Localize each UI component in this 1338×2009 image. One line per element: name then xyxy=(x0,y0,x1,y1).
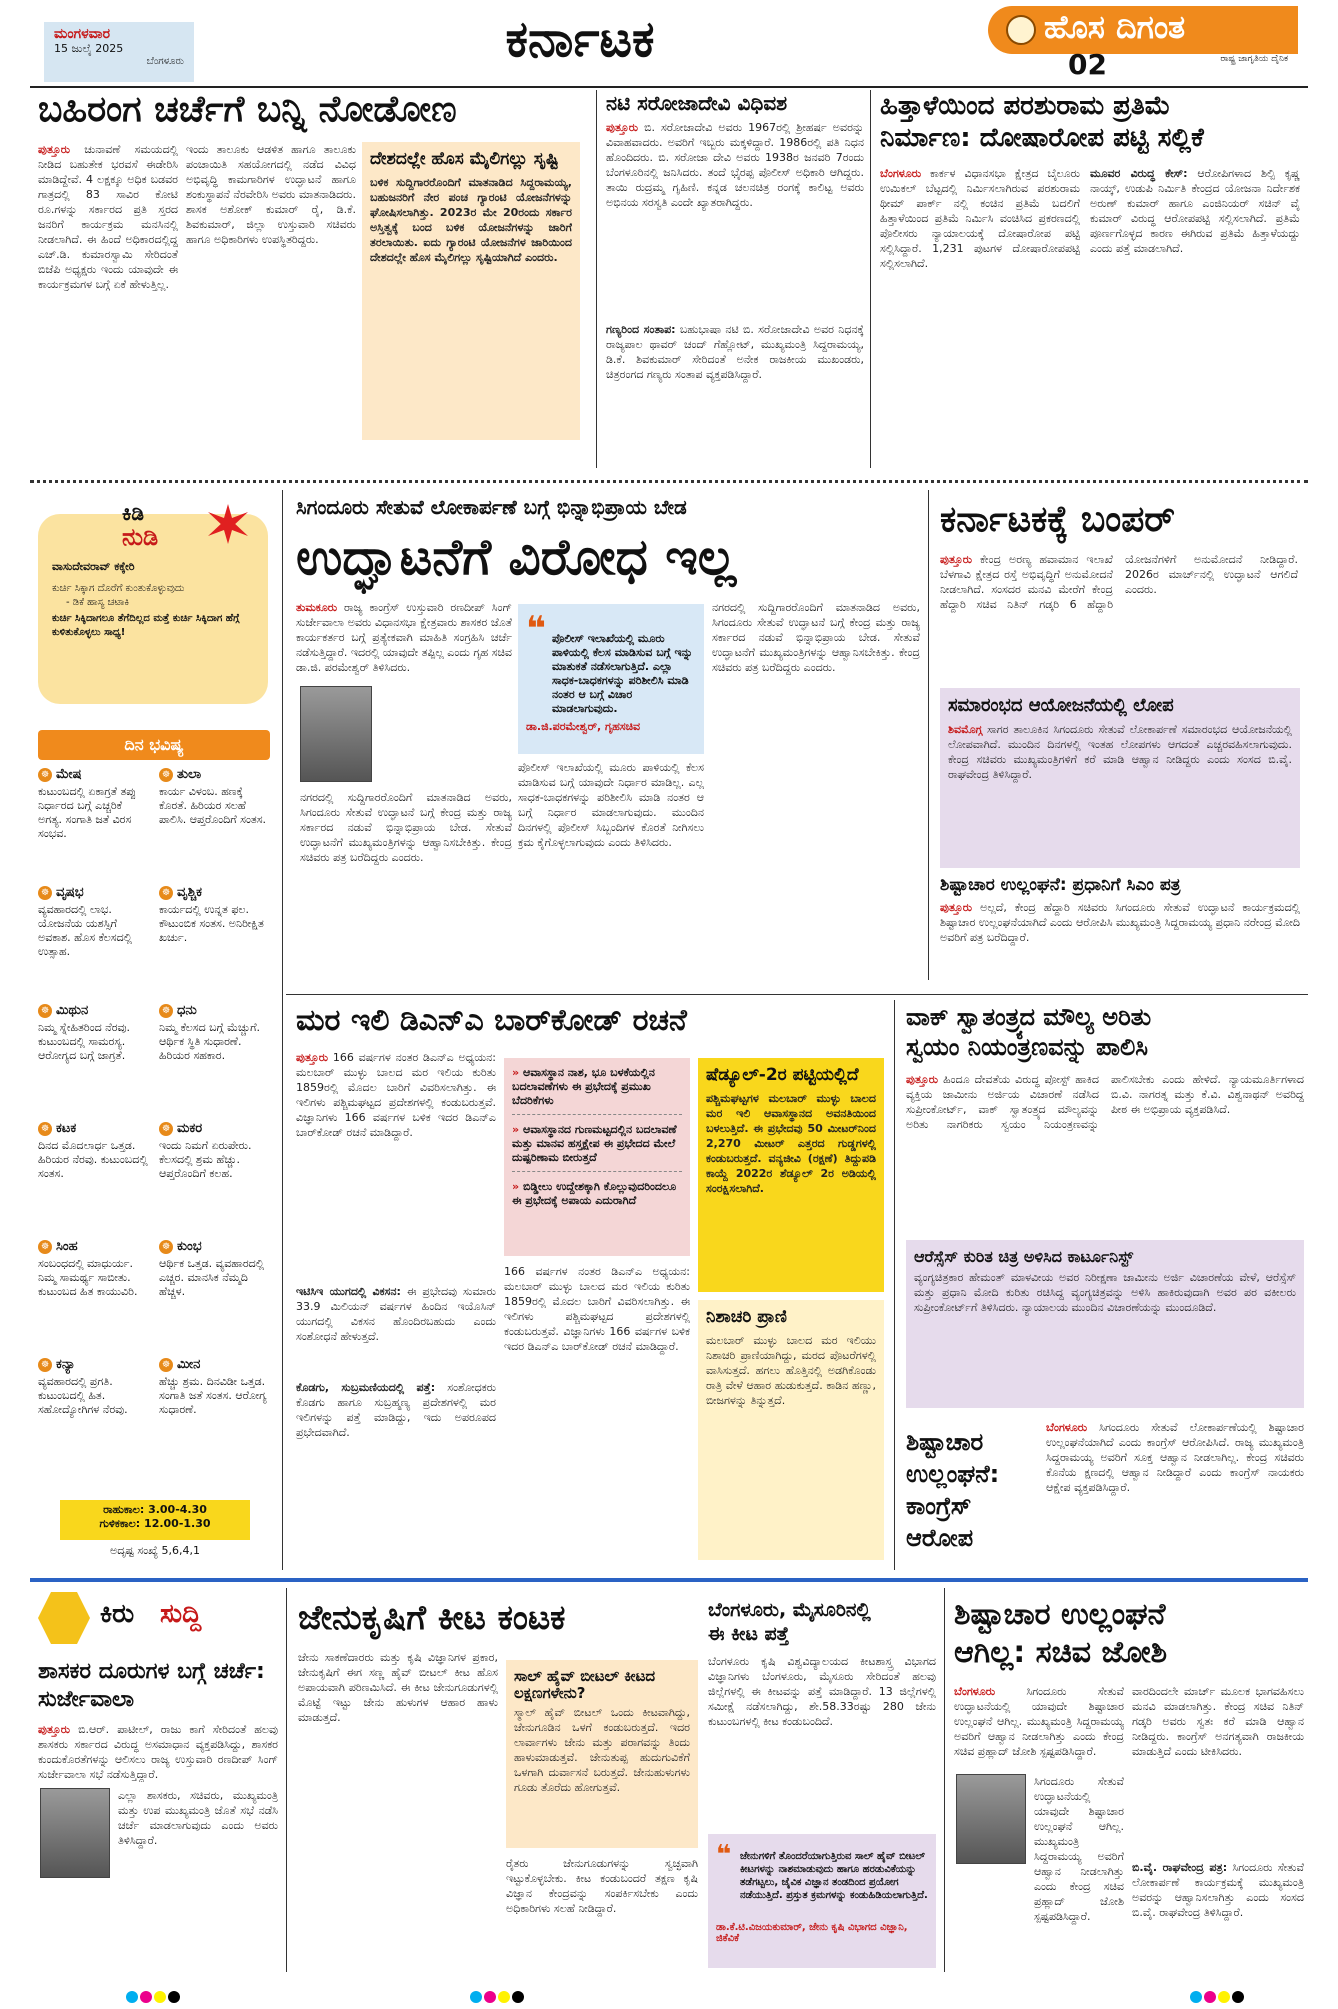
s2-body: ಪುತ್ತೂರು ಬಿ. ಸರೋಜಾದೇವಿ ಅವರು 1967ರಲ್ಲಿ ಶ್ರೀಹರ್ಷ ಅವರನ್ನು ವಿವಾಹವಾದರು. ಅವರಿಗೆ ಇಬ್ಬರು ಮಕ್ಕಳಿದ್ದಾರೆ. 1986ರಲ್ಲಿ ಪತಿ ನಿಧನ ಹೊಂದಿದರು. ಬಿ. ಸರೋಜಾ ದೇವಿ ಅವರು 1938ರ ಜನವರಿ 7ರಂದು ಬೆಂಗಳೂರಿನಲ್ಲಿ ಜನಿಸಿದರು. ತಂದೆ ಭೈರಪ್ಪ ಪೊಲೀಸ್ ಅಧಿಕಾರಿ ಆಗಿದ್ದರು. ತಾಯಿ ರುದ್ರಮ್ಮ ಗೃಹಿಣಿ. ಕನ್ನಡ ಚಲನಚಿತ್ರ ರಂಗಕ್ಕೆ ಕಾಲಿಟ್ಟ ಅವರು ಅಭಿನಯ ಸರಸ್ವತಿ ಎಂದೇ ಖ್ಯಾತರಾಗಿದ್ದರು. xyxy=(606,121,864,209)
s6-body-b: ಇಟಿಸಿಇ ಯುಗದಲ್ಲಿ ವಿಕಸನ: ಈ ಪ್ರಭೇದವು ಸುಮಾರು 33.9 ಮಿಲಿಯನ್ ವರ್ಷಗಳ ಹಿಂದಿನ ಇಯೊಸಿನ್ ಯುಗದಲ್ಲಿ ವಿಕಸನ ಹೊಂದಿರಬಹುದು ಎಂದು ಸಂಶೋಧನೆ ಹೇಳುತ್ತದೆ. xyxy=(296,1285,496,1343)
s6-night-body: ಮಲಬಾರ್ ಮುಳ್ಳು ಬಾಲದ ಮರ ಇಲಿಯು ನಿಶಾಚರಿ ಪ್ರಾಣಿಯಾಗಿದ್ದು, ಮರದ ಪೊಟರೆಗಳಲ್ಲಿ ವಾಸಿಸುತ್ತದೆ. ಹಗಲು ಹೊತ್ತಿನಲ್ಲಿ ಅಡಗಿಕೊಂಡು ರಾತ್ರಿ ವೇಳೆ ಆಹಾರ ಹುಡುಕುತ್ತದೆ. ಕಾಡಿನ ಹಣ್ಣು, ಬೀಜಗಳನ್ನು ತಿನ್ನುತ್ತದೆ. xyxy=(706,1333,876,1407)
zodiac-sign xyxy=(38,1122,149,1240)
row-divider-1 xyxy=(30,480,1308,483)
s7-place: ಪುತ್ತೂರು xyxy=(906,1073,939,1086)
zodiac-sign-name: ವೃಷಭ xyxy=(56,885,84,900)
kiru-place: ಪುತ್ತೂರು xyxy=(38,1723,71,1736)
zodiac-sign xyxy=(159,1240,270,1358)
kiru-body-a: ಪುತ್ತೂರು ಬಿ.ಆರ್. ಪಾಟೀಲ್, ರಾಜು ಕಾಗೆ ಸೇರಿದಂತೆ ಹಲವು ಶಾಸಕರು ಸರ್ಕಾರದ ವಿರುದ್ಧ ಅಸಮಾಧಾನ ವ್ಯಕ್ತಪಡಿಸಿದ್ದು, ಶಾಸಕರ ಕುಂದುಕೊರತೆಗಳನ್ನು ಆಲಿಸಲು ರಾಜ್ಯ ಉಸ್ತುವಾರಿ ರಣದೀಪ್ ಸಿಂಗ್ ಸುರ್ಜೇವಾಲಾ ಸಭೆ ನಡೆಸುತ್ತಿದ್ದಾರೆ. xyxy=(38,1723,278,1781)
zodiac-symbol-icon: ☸ xyxy=(159,768,173,782)
s4-headline: ಉದ್ಘಾಟನೆಗೆ ವಿರೋಧ ಇಲ್ಲ xyxy=(296,528,737,586)
s3-body-a: ಬೆಂಗಳೂರು ಕಾರ್ಕಳ ವಿಧಾನಸಭಾ ಕ್ಷೇತ್ರದ ಬೈಲೂರು ಉಮಿಕಲ್ ಬೆಟ್ಟದಲ್ಲಿ ನಿರ್ಮಿಸಲಾಗಿರುವ ಪರಶುರಾಮ ಥೀಮ್ ಪಾರ್ಕ್ ನಲ್ಲಿ ಕಂಚಿನ ಪ್ರತಿಮೆ ಬದಲಿಗೆ ಹಿತ್ತಾಳೆಯಿಂದ ಪ್ರತಿಮೆ ನಿರ್ಮಿಸಿ ವಂಚಿಸಿದ ಪ್ರಕರಣದಲ್ಲಿ ಪೊಲೀಸರು ನ್ಯಾಯಾಲಯಕ್ಕೆ ದೋಷಾರೋಪ ಪಟ್ಟಿ ಸಲ್ಲಿಸಿದ್ದಾರೆ. 1,231 ಪುಟಗಳ ದೋಷಾರೋಪಪಟ್ಟಿ ಸಲ್ಲಿಸಲಾಗಿದೆ. xyxy=(880,167,1080,270)
col-rule-1 xyxy=(596,90,597,468)
s1-headline: ಬಹಿರಂಗ ಚರ್ಚೆಗೆ ಬನ್ನಿ ನೋಡೋಣ xyxy=(38,89,457,130)
s5-box xyxy=(940,688,1300,868)
zodiac-sign-header xyxy=(159,768,270,782)
zodiac-symbol-icon: ☸ xyxy=(159,1004,173,1018)
s10-headline-1: ಬೆಂಗಳೂರು, ಮೈಸೂರಿನಲ್ಲಿ xyxy=(708,1599,871,1621)
zodiac-sign-name: ಸಿಂಹ xyxy=(56,1239,78,1254)
zodiac-sign-header xyxy=(159,1004,270,1018)
brand-name: ಹೊಸ ದಿಗಂತ xyxy=(1044,8,1186,46)
s9-box-body: ಸ್ಮಾಲ್ ಹೈವ್ ಬೀಟಲ್ ಒಂದು ಕೀಟವಾಗಿದ್ದು, ಜೇನುಗೂಡಿನ ಒಳಗೆ ಕಂಡುಬರುತ್ತದೆ. ಇದರ ಲಾರ್ವಾಗಳು ಜೇನು ಮತ್ತು ಪರಾಗವನ್ನು ತಿಂದು ಹಾಳುಮಾಡುತ್ತವೆ. ಜೇನುತುಪ್ಪ ಹುದುಗುವಿಕೆಗೆ ಒಳಗಾಗಿ ದುರ್ವಾಸನೆ ಬರುತ್ತದೆ. ಜೇನುಹುಳುಗಳು ಗೂಡು ತೊರೆದು ಹೋಗುತ್ತವೆ. xyxy=(514,1706,690,1794)
zodiac-sign-text: ವ್ಯವಹಾರದಲ್ಲಿ ಲಾಭ. ಯೋಜನೆಯ ಯಶಸ್ಸಿಗೆ ಅವಕಾಶ. ಹೊಸ ಕೆಲಸದಲ್ಲಿ ಉತ್ಸಾಹ. xyxy=(38,903,133,958)
zodiac-symbol-icon: ☸ xyxy=(38,1240,52,1254)
s3-headline-1: ಹಿತ್ತಾಳೆಯಿಂದ ಪರಶುರಾಮ ಪ್ರತಿಮೆ xyxy=(880,91,1171,121)
zodiac-sign-name: ಮಕರ xyxy=(177,1121,203,1136)
s1-box-body: ಬಳಿಕ ಸುದ್ದಿಗಾರರೊಂದಿಗೆ ಮಾತನಾಡಿದ ಸಿದ್ದರಾಮಯ್ಯ, ಬಹುಜನರಿಗೆ ನೇರ ಪಂಚ ಗ್ಯಾರಂಟಿ ಯೋಜನೆಗಳನ್ನು ಘೋಷಿಸಲಾಗಿತ್ತು. 2023ರ ಮೇ 20ರಂದು ಸರ್ಕಾರ ಅಸ್ತಿತ್ವಕ್ಕೆ ಬಂದ ಬಳಿಕ ಯೋಜನೆಗಳನ್ನು ಜಾರಿಗೆ ತರಲಾಯಿತು. ಐದು ಗ್ಯಾರಂಟಿ ಯೋಜನೆಗಳ ಜಾರಿಯಿಂದ ದೇಶದಲ್ಲೇ ಹೊಸ ಮೈಲಿಗಲ್ಲು ಸೃಷ್ಟಿಯಾಗಿದೆ ಎಂದರು. xyxy=(370,175,572,264)
rahu-kala: ರಾಹುಕಾಲ: 3.00-4.30 xyxy=(103,1503,207,1516)
s7-body: ಪುತ್ತೂರು ಹಿಂದೂ ದೇವತೆಯ ವಿರುದ್ಧ ಪೋಸ್ಟ್ ಹಾಕಿದ ವ್ಯಕ್ತಿಯ ಜಾಮೀನು ಅರ್ಜಿಯ ವಿಚಾರಣೆ ನಡೆಸಿದ ಸುಪ್ರೀಂಕೋರ್ಟ್, ವಾಕ್ ಸ್ವಾತಂತ್ರ್ಯದ ಮೌಲ್ಯವನ್ನು ಅರಿತು ನಾಗರಿಕರು ಸ್ವಯಂ ನಿಯಂತ್ರಣವನ್ನು ಪಾಲಿಸಬೇಕು ಎಂದು ಹೇಳಿದೆ. ನ್ಯಾಯಮೂರ್ತಿಗಳಾದ ಬಿ.ವಿ. ನಾಗರತ್ನ ಮತ್ತು ಕೆ.ವಿ. ವಿಶ್ವನಾಥನ್ ಅವರಿದ್ದ ಪೀಠ ಈ ಅಭಿಪ್ರಾಯ ವ್ಯಕ್ತಪಡಿಸಿದೆ. xyxy=(906,1073,1304,1131)
s9-box xyxy=(506,1660,698,1848)
kiru-photo-surjewala xyxy=(40,1788,110,1878)
zodiac-symbol-icon: ☸ xyxy=(159,1240,173,1254)
s5-box-body: ಶಿವಮೊಗ್ಗ ಸಾಗರ ತಾಲೂಕಿನ ಸಿಗಂದೂರು ಸೇತುವೆ ಲೋಕಾರ್ಪಣೆ ಸಮಾರಂಭದ ಆಯೋಜನೆಯಲ್ಲಿ ಲೋಪವಾಗಿದೆ. ಮುಂದಿನ ದಿನಗಳಲ್ಲಿ ಇಂತಹ ಲೋಪಗಳು ಆಗದಂತೆ ಎಚ್ಚರವಹಿಸಲಾಗುವುದು. ಕೇಂದ್ರ ಸಚಿವರು ಮುಖ್ಯಮಂತ್ರಿಗಳಿಗೆ ಕರೆ ಮಾಡಿ ಆಹ್ವಾನ ನೀಡಿದ್ದರು ಎಂದು ಸಂಸದ ಬಿ.ವೈ. ರಾಘವೇಂದ್ರ ತಿಳಿಸಿದ್ದಾರೆ. xyxy=(948,722,1292,781)
s6-yellow-body: ಪಶ್ಚಿಮಘಟ್ಟಗಳ ಮಲಬಾರ್ ಮುಳ್ಳು ಬಾಲದ ಮರ ಇಲಿ ಆವಾಸಸ್ಥಾನದ ಅವನತಿಯಿಂದ ಬಳಲುತ್ತಿದೆ. ಈ ಪ್ರಭೇದವು 50 ಮೀಟರ್‌ನಿಂದ 2,270 ಮೀಟರ್ ಎತ್ತರದ ಗುಡ್ಡಗಳಲ್ಲಿ ಕಂಡುಬರುತ್ತದೆ. ವನ್ಯಜೀವಿ (ರಕ್ಷಣೆ) ತಿದ್ದುಪಡಿ ಕಾಯ್ದೆ 2022ರ ಶೆಡ್ಯೂಲ್ 2ರ ಅಡಿಯಲ್ಲಿ ಸಂರಕ್ಷಿಸಲಾಗಿದೆ. xyxy=(706,1091,876,1195)
s4-quote-by: ಡಾ.ಜಿ.ಪರಮೇಶ್ವರ್, ಗೃಹಸಚಿವ xyxy=(526,720,641,733)
zodiac-sign xyxy=(38,1240,149,1358)
zodiac-sign-header xyxy=(38,1122,149,1136)
zodiac-sign-name: ಮೀನ xyxy=(177,1357,201,1372)
page-number: 02 xyxy=(1068,48,1107,81)
s5-headline: ಕರ್ನಾಟಕಕ್ಕೆ ಬಂಪರ್ xyxy=(940,499,1175,540)
zodiac-sign-text: ಸಂಬಂಧದಲ್ಲಿ ಮಾಧುರ್ಯ. ನಿಮ್ಮ ಸಾಮರ್ಥ್ಯ ಸಾಬೀತು. ಕುಟುಂಬದ ಹಿತ ಕಾಯುವಿರಿ. xyxy=(38,1257,138,1298)
s7-box xyxy=(906,1240,1304,1408)
zodiac-symbol-icon: ☸ xyxy=(159,1122,173,1136)
zodiac-sign-name: ವೃಶ್ಚಿಕ xyxy=(177,885,202,900)
quote-icon: ❝ xyxy=(526,609,546,649)
s11-body-a: ಬೆಂಗಳೂರು ಸಿಗಂದೂರು ಸೇತುವೆ ಉದ್ಘಾಟನೆಯಲ್ಲಿ ಯಾವುದೇ ಶಿಷ್ಟಾಚಾರ ಉಲ್ಲಂಘನೆ ಆಗಿಲ್ಲ. ಮುಖ್ಯಮಂತ್ರಿ ಸಿದ್ದರಾಮಯ್ಯ ಅವರಿಗೆ ಆಹ್ವಾನ ನೀಡಲಾಗಿತ್ತು ಎಂದು ಕೇಂದ್ರ ಸಚಿವ ಪ್ರಹ್ಲಾದ್ ಜೋಶಿ ಸ್ಪಷ್ಟಪಡಿಸಿದ್ದಾರೆ. xyxy=(954,1685,1124,1758)
zodiac-sign-header xyxy=(38,1358,149,1372)
zodiac-sign-text: ವ್ಯವಹಾರದಲ್ಲಿ ಪ್ರಗತಿ. ಕುಟುಂಬದಲ್ಲಿ ಹಿತ. ಸಹೋದ್ಯೋಗಿಗಳ ನೆರವು. xyxy=(38,1375,128,1416)
s10-body: ಬೆಂಗಳೂರು ಕೃಷಿ ವಿಶ್ವವಿದ್ಯಾಲಯದ ಕೀಟಶಾಸ್ತ್ರ ವಿಭಾಗದ ವಿಜ್ಞಾನಿಗಳು ಬೆಂಗಳೂರು, ಮೈಸೂರು ಸೇರಿದಂತೆ ಹಲವು ಜಿಲ್ಲೆಗಳಲ್ಲಿ ಈ ಕೀಟವನ್ನು ಪತ್ತೆ ಮಾಡಿದ್ದಾರೆ. 13 ಜಿಲ್ಲೆಗಳಲ್ಲಿ ಸಮೀಕ್ಷೆ ನಡೆಸಲಾಗಿದ್ದು, ಶೇ.58.33ರಷ್ಟು 280 ಜೇನು ಕುಟುಂಬಗಳಲ್ಲಿ ಕೀಟ ಕಂಡುಬಂದಿದೆ. xyxy=(708,1655,936,1728)
zodiac-sign-name: ಕಟಕ xyxy=(56,1121,77,1136)
zodiac-sign-text: ಕುಟುಂಬದಲ್ಲಿ ಏಕಾಗ್ರತೆ ತಪ್ಪು ನಿರ್ಧಾರದ ಬಗ್ಗೆ ಎಚ್ಚರಿಕೆ ಅಗತ್ಯ. ಸಂಗಾತಿ ಜತೆ ವಿರಸ ಸಂಭವ. xyxy=(38,785,137,840)
s10-box xyxy=(708,1834,936,1968)
registration-marks-center xyxy=(470,1988,540,2002)
s9-box-title: ಸಾಲ್ ಹೈವ್ ಬೀಟಲ್ ಕೀಟದ ಲಕ್ಷಣಗಳೇನು? xyxy=(514,1667,656,1702)
kidi-nudi-box xyxy=(38,501,268,704)
kidi-line-2: - ಡಿಕೆ ಹಾಸ್ಯ ಚಟಾಕಿ xyxy=(66,597,130,608)
s6-threats-box xyxy=(504,1058,690,1256)
s6-place: ಪುತ್ತೂರು xyxy=(296,1051,329,1064)
zodiac-sign xyxy=(38,1004,149,1122)
zodiac-sign-name: ಕುಂಭ xyxy=(177,1239,202,1254)
s7-headline-2: ಸ್ವಯಂ ನಿಯಂತ್ರಣವನ್ನು ಪಾಲಿಸಿ xyxy=(906,1033,1149,1061)
kidi-title: ನುಡಿ xyxy=(122,523,159,551)
lucky-number: ಅದೃಷ್ಟ ಸಂಖ್ಯೆ 5,6,4,1 xyxy=(109,1544,201,1557)
zodiac-sign xyxy=(159,1358,270,1476)
masthead-left xyxy=(44,22,194,82)
bottom-rule-blue xyxy=(30,1578,1308,1582)
zodiac-sign-header xyxy=(159,1358,270,1372)
s2-sub-title: ಗಣ್ಯರಿಂದ ಸಂತಾಪ: xyxy=(606,323,676,336)
zodiac-sign-header xyxy=(38,886,149,900)
zodiac-sign-text: ನಿಮ್ಮ ಕೆಲಸದ ಬಗ್ಗೆ ಮೆಚ್ಚುಗೆ. ಆರ್ಥಿಕ ಸ್ಥಿತಿ ಸುಧಾರಣೆ. ಹಿರಿಯರ ಸಹಕಾರ. xyxy=(159,1021,261,1062)
s5-box-place: ಶಿವಮೊಗ್ಗ xyxy=(948,722,983,736)
zodiac-sign-text: ಕಾರ್ಯ ವಿಳಂಬ. ಹಣಕ್ಕೆ ಕೊರತೆ. ಹಿರಿಯರ ಸಲಹೆ ಪಾಲಿಸಿ. ಆಪ್ತರೊಂದಿಗೆ ಸಂತಸ. xyxy=(159,785,267,826)
col-rule-4 xyxy=(894,1000,895,1570)
zodiac-sign-name: ತುಲಾ xyxy=(177,767,202,782)
col-rule-2 xyxy=(870,90,871,468)
s5-body: ಪುತ್ತೂರು ಕೇಂದ್ರ ಅರಣ್ಯ ಹವಾಮಾನ ಇಲಾಖೆ ಬೆಳಗಾವಿ ಕ್ಷೇತ್ರದ ರಸ್ತೆ ಅಭಿವೃದ್ಧಿಗೆ ಅನುಮೋದನೆ ನೀಡಲಾಗಿದೆ. ಸಂಸದರ ಮನವಿ ಮೇರೆಗೆ ಕೇಂದ್ರ ಹೆದ್ದಾರಿ ಸಚಿವ ನಿತಿನ್ ಗಡ್ಕರಿ 6 ಹೆದ್ದಾರಿ ಯೋಜನೆಗಳಿಗೆ ಅನುಮೋದನೆ ನೀಡಿದ್ದಾರೆ. 2026ರ ಮಾರ್ಚ್‌ನಲ್ಲಿ ಉದ್ಘಾಟನೆ ಆಗಲಿದೆ ಎಂದರು. xyxy=(940,553,1298,611)
s8-body: ಬೆಂಗಳೂರು ಸಿಗಂದೂರು ಸೇತುವೆ ಲೋಕಾರ್ಪಣೆಯಲ್ಲಿ ಶಿಷ್ಟಾಚಾರ ಉಲ್ಲಂಘನೆಯಾಗಿದೆ ಎಂದು ಕಾಂಗ್ರೆಸ್ ಆರೋಪಿಸಿದೆ. ರಾಜ್ಯ ಮುಖ್ಯಮಂತ್ರಿ ಸಿದ್ದರಾಮಯ್ಯ ಅವರಿಗೆ ಸೂಕ್ತ ಆಹ್ವಾನ ನೀಡಲಾಗಿಲ್ಲ. ಕೇಂದ್ರ ಸಚಿವರು ಕೊನೆಯ ಕ್ಷಣದಲ್ಲಿ ಆಹ್ವಾನ ನೀಡಿದ್ದಾರೆ ಎಂದು ಕಾಂಗ್ರೆಸ್ ನಾಯಕರು ಆಕ್ಷೇಪ ವ್ಯಕ್ತಪಡಿಸಿದ್ದಾರೆ. xyxy=(1046,1421,1304,1494)
s4-body-a: ತುಮಕೂರು ರಾಜ್ಯ ಕಾಂಗ್ರೆಸ್ ಉಸ್ತುವಾರಿ ರಣದೀಪ್ ಸಿಂಗ್ ಸುರ್ಜೇವಾಲಾ ಅವರು ವಿಧಾನಸಭಾ ಕ್ಷೇತ್ರವಾರು ಶಾಸಕರ ಜೊತೆ ಕಾರ್ಯಕರ್ತರ ಬಗ್ಗೆ ಪ್ರತ್ಯೇಕವಾಗಿ ಮಾಹಿತಿ ಸಂಗ್ರಹಿಸಿ ಚರ್ಚೆ ನಡೆಸುತ್ತಿದ್ದಾರೆ. ಇದರಲ್ಲಿ ಯಾವುದೇ ತಪ್ಪಿಲ್ಲ ಎಂದು ಗೃಹ ಸಚಿವ ಡಾ.ಜಿ. ಪರಮೇಶ್ವರ್ ತಿಳಿಸಿದರು. xyxy=(296,601,512,674)
s6-night-title: ನಿಶಾಚರಿ ಪ್ರಾಣಿ xyxy=(706,1307,787,1327)
zodiac-sign xyxy=(38,768,149,886)
zodiac-sign-name: ಧನು xyxy=(177,1003,197,1018)
zodiac-sign-name: ಮಿಥುನ xyxy=(56,1003,89,1018)
zodiac-sign-name: ಮೇಷ xyxy=(56,767,82,782)
s10-quote-icon: ❝ xyxy=(716,1840,732,1870)
kidi-title-top: ಕಿಡಿ xyxy=(122,501,144,525)
zodiac-symbol-icon: ☸ xyxy=(38,1004,52,1018)
s5-sub-place: ಪುತ್ತೂರು xyxy=(940,901,973,914)
registration-marks-left xyxy=(126,1988,196,2002)
kiru-body-b: ಎಲ್ಲಾ ಶಾಸಕರು, ಸಚಿವರು, ಮುಖ್ಯಮಂತ್ರಿ ಮತ್ತು ಉಪ ಮುಖ್ಯಮಂತ್ರಿ ಜೊತೆ ಸಭೆ ನಡೆಸಿ ಚರ್ಚೆ ಮಾಡಲಾಗುವುದು ಎಂದು ಅವರು ತಿಳಿಸಿದ್ದಾರೆ. xyxy=(118,1789,278,1847)
s10-headline-2: ಈ ಕೀಟ ಪತ್ತೆ xyxy=(708,1623,790,1645)
s6-sub-b: ಕೊಡಗು, ಸುಬ್ರಮಣಿಯದಲ್ಲಿ ಪತ್ತೆ: xyxy=(296,1381,436,1394)
s11-body-c: ಸಿಗಂದೂರು ಸೇತುವೆ ಉದ್ಘಾಟನೆಯಲ್ಲಿ ಯಾವುದೇ ಶಿಷ್ಟಾಚಾರ ಉಲ್ಲಂಘನೆ ಆಗಿಲ್ಲ. ಮುಖ್ಯಮಂತ್ರಿ ಸಿದ್ದರಾಮಯ್ಯ ಅವರಿಗೆ ಆಹ್ವಾನ ನೀಡಲಾಗಿತ್ತು ಎಂದು ಕೇಂದ್ರ ಸಚಿವ ಪ್ರಹ್ಲಾದ್ ಜೋಶಿ ಸ್ಪಷ್ಟಪಡಿಸಿದ್ದಾರೆ. xyxy=(1034,1775,1124,1923)
s5-box-title: ಸಮಾರಂಭದ ಆಯೋಜನೆಯಲ್ಲಿ ಲೋಪ xyxy=(948,695,1174,716)
s1-box xyxy=(362,142,580,440)
kiru-badge xyxy=(38,1590,238,1646)
zodiac-sign-text: ಹೆಚ್ಚು ಶ್ರಮ. ದಿನವಿಡೀ ಒತ್ತಡ. ಸಂಗಾತಿ ಜತೆ ಸಂತಸ. ಆರೋಗ್ಯ ಸುಧಾರಣೆ. xyxy=(159,1375,267,1416)
kidi-spark-icon xyxy=(208,504,248,544)
zodiac-sign-text: ಕಾರ್ಯದಲ್ಲಿ ಉನ್ನತ ಫಲ. ಕೌಟುಂಬಿಕ ಸಂತಸ. ಅನಿರೀಕ್ಷಿತ ಖರ್ಚು. xyxy=(159,903,264,944)
s8-headline: ಶಿಷ್ಟಾಚಾರ ಉಲ್ಲಂಘನೆ: ಕಾಂಗ್ರೆಸ್ ಆರೋಪ xyxy=(906,1428,1000,1552)
s2-place: ಪುತ್ತೂರು xyxy=(606,121,639,134)
s4-kicker: ಸಿಗಂದೂರು ಸೇತುವೆ ಲೋಕಾರ್ಪಣೆ ಬಗ್ಗೆ ಭಿನ್ನಾಭಿಪ್ರಾಯ ಬೇಡ xyxy=(296,495,687,519)
zodiac-sign-text: ನಿಮ್ಮ ಸ್ನೇಹಿತರಿಂದ ನೆರವು. ಕುಟುಂಬದಲ್ಲಿ ಸಾಮರಸ್ಯ. ಆರೋಗ್ಯದ ಬಗ್ಗೆ ಜಾಗ್ರತೆ. xyxy=(38,1021,131,1062)
zodiac-sign xyxy=(159,768,270,886)
s4-body-c: ಪೊಲೀಸ್ ಇಲಾಖೆಯಲ್ಲಿ ಮೂರು ಪಾಳಿಯಲ್ಲಿ ಕೆಲಸ ಮಾಡಿಸುವ ಬಗ್ಗೆ ಯಾವುದೇ ನಿರ್ಧಾರ ಮಾಡಿಲ್ಲ. ಎಲ್ಲ ಸಾಧಕ-ಬಾಧಕಗಳನ್ನು ಪರಿಶೀಲಿಸಿ ಮಾಡಿ ನಂತರ ಆ ಬಗ್ಗೆ ನಿರ್ಧಾರ ಮಾಡಲಾಗುವುದು. ಮುಂದಿನ ದಿನಗಳಲ್ಲಿ ಪೊಲೀಸ್ ಸಿಬ್ಬಂದಿಗಳ ಕೊರತೆ ನೀಗಿಸಲು ಕ್ರಮ ಕೈಗೊಳ್ಳಲಾಗುವುದು ಎಂದು ತಿಳಿಸಿದರು. xyxy=(518,761,704,849)
zodiac-symbol-icon: ☸ xyxy=(159,886,173,900)
zodiac-sign xyxy=(159,1122,270,1240)
zodiac-sign xyxy=(159,1004,270,1122)
zodiac-sign-header xyxy=(159,1122,270,1136)
s3-body-b: ಮೂವರ ವಿರುದ್ಧ ಕೇಸ್: ಆರೋಪಿಗಳಾದ ಶಿಲ್ಪಿ ಕೃಷ್ಣ ನಾಯ್ಕ್, ಉಡುಪಿ ನಿರ್ಮಿತಿ ಕೇಂದ್ರದ ಯೋಜನಾ ನಿರ್ದೇಶಕ ಅರುಣ್ ಕುಮಾರ್ ಹಾಗೂ ಎಂಜಿನಿಯರ್ ಸಚಿನ್ ವೈ ಕುಮಾರ್ ವಿರುದ್ಧ ಆರೋಪಪಟ್ಟಿ ಸಲ್ಲಿಸಲಾಗಿದೆ. ಪ್ರತಿಮೆ ಪೂರ್ಣಗೊಳ್ಳದ ಕಾರಣ ಈಗಿರುವ ಪ್ರತಿಮೆ ಹಿತ್ತಾಳೆಯದ್ದು ಎಂದು ಪತ್ತೆ ಮಾಡಲಾಗಿದೆ. xyxy=(1090,167,1300,255)
s6-yellow-title: ಷೆಡ್ಯೂಲ್-2ರ ಪಟ್ಟಿಯಲ್ಲಿದೆ xyxy=(706,1065,859,1085)
row-divider-2 xyxy=(286,994,1308,995)
zodiac-sign-header xyxy=(159,886,270,900)
brand-logo-icon xyxy=(1006,15,1036,45)
s9-body-b: ರೈತರು ಜೇನುಗೂಡುಗಳನ್ನು ಸ್ವಚ್ಛವಾಗಿ ಇಟ್ಟುಕೊಳ್ಳಬೇಕು. ಕೀಟ ಕಂಡುಬಂದರೆ ತಕ್ಷಣ ಕೃಷಿ ವಿಜ್ಞಾನ ಕೇಂದ್ರವನ್ನು ಸಂಪರ್ಕಿಸಬೇಕು ಎಂದು ಅಧಿಕಾರಿಗಳು ಸಲಹೆ ನೀಡಿದ್ದಾರೆ. xyxy=(506,1857,698,1915)
brand-block xyxy=(988,6,1298,82)
s6-body-c: ಕೊಡಗು, ಸುಬ್ರಮಣಿಯದಲ್ಲಿ ಪತ್ತೆ: ಸಂಶೋಧಕರು ಕೊಡಗು ಹಾಗೂ ಸುಬ್ರಹ್ಮಣ್ಯ ಪ್ರದೇಶಗಳಲ್ಲಿ ಮರ ಇಲಿಗಳನ್ನು ಪತ್ತೆ ಮಾಡಿದ್ದು, ಇದು ಅಪರೂಪದ ಪ್ರಭೇದವಾಗಿದೆ. xyxy=(296,1381,496,1439)
zodiac-sign-header xyxy=(159,1240,270,1254)
kiru-title-b: ಸುದ್ದಿ xyxy=(160,1599,202,1629)
kidi-lines xyxy=(52,582,256,640)
registration-marks-right xyxy=(1190,1988,1260,2002)
s11-body-b: ವಾರದಿಂದಲೇ ಮಾರ್ಚ್ ಮೂಲಕ ಭಾಗವಹಿಸಲು ಮನವಿ ಮಾಡಲಾಗಿತ್ತು. ಕೇಂದ್ರ ಸಚಿವ ನಿತಿನ್ ಗಡ್ಕರಿ ಅವರು ಸ್ವತಃ ಕರೆ ಮಾಡಿ ಆಹ್ವಾನ ನೀಡಿದ್ದರು. ಕಾಂಗ್ರೆಸ್ ಅನಗತ್ಯವಾಗಿ ರಾಜಕೀಯ ಮಾಡುತ್ತಿದೆ ಎಂದು ಟೀಕಿಸಿದರು. xyxy=(1132,1685,1304,1758)
s9-body-a: ಜೇನು ಸಾಕಣೆದಾರರು ಮತ್ತು ಕೃಷಿ ವಿಜ್ಞಾನಿಗಳ ಪ್ರಕಾರ, ಜೇನುಕೃಷಿಗೆ ಈಗ ಸಣ್ಣ ಹೈವ್ ಬೀಟಲ್ ಕೀಟ ಹೊಸ ಅಪಾಯವಾಗಿ ಪರಿಣಮಿಸಿದೆ. ಈ ಕೀಟ ಜೇನುಗೂಡುಗಳಲ್ಲಿ ಮೊಟ್ಟೆ ಇಟ್ಟು ಜೇನು ಹುಳುಗಳ ಆಹಾರ ಹಾಳು ಮಾಡುತ್ತದೆ. xyxy=(298,1651,498,1724)
s1-body-b: ಇಂದು ತಾಲೂಕು ಆಡಳಿತ ಹಾಗೂ ತಾಲೂಕು ಪಂಚಾಯಿತಿ ಸಹಯೋಗದಲ್ಲಿ ನಡೆದ ವಿವಿಧ ಅಭಿವೃದ್ಧಿ ಕಾಮಗಾರಿಗಳ ಉದ್ಘಾಟನೆ ಹಾಗೂ ಶಂಕುಸ್ಥಾಪನೆ ನೆರವೇರಿಸಿ ಅವರು ಮಾತನಾಡಿದರು. ಶಾಸಕ ಅಶೋಕ್ ಕುಮಾರ್ ರೈ, ಡಿ.ಕೆ. ಶಿವಕುಮಾರ್, ಜಿಲ್ಲಾ ಉಸ್ತುವಾರಿ ಸಚಿವರು ಹಾಗೂ ಅಧಿಕಾರಿಗಳು ಉಪಸ್ಥಿತರಿದ್ದರು. xyxy=(186,143,356,246)
s6-headline: ಮರ ಇಲಿ ಡಿಎನ್ಎ ಬಾರ್‌ಕೋಡ್ ರಚನೆ xyxy=(296,1003,687,1038)
kiru-headline: ಶಾಸಕರ ದೂರುಗಳ ಬಗ್ಗೆ ಚರ್ಚೆ: ಸುರ್ಜೇವಾಲಾ xyxy=(38,1659,265,1712)
s11-headline-1: ಶಿಷ್ಟಾಚಾರ ಉಲ್ಲಂಘನೆ xyxy=(954,1597,1166,1632)
s6-body-d: 166 ವರ್ಷಗಳ ನಂತರ ಡಿಎನ್ಎ ಅಧ್ಯಯನ: ಮಲಬಾರ್ ಮುಳ್ಳು ಬಾಲದ ಮರ ಇಲಿಯ ಕುರಿತು 1859ರಲ್ಲಿ ಮೊದಲ ಬಾರಿಗೆ ವಿವರಿಸಲಾಗಿತ್ತು. ಈ ಇಲಿಗಳು ಪಶ್ಚಿಮಘಟ್ಟದ ಪ್ರದೇಶಗಳಲ್ಲಿ ಕಂಡುಬರುತ್ತವೆ. ವಿಜ್ಞಾನಿಗಳು 166 ವರ್ಷಗಳ ಬಳಿಕ ಇದರ ಡಿಎನ್ಎ ಬಾರ್‌ಕೋಡ್ ರಚನೆ ಮಾಡಿದ್ದಾರೆ. xyxy=(504,1265,690,1353)
s5-sub-title: ಶಿಷ್ಟಾಚಾರ ಉಲ್ಲಂಘನೆ: ಪ್ರಧಾನಿಗೆ ಸಿಎಂ ಪತ್ರ xyxy=(940,875,1181,895)
zodiac-symbol-icon: ☸ xyxy=(38,1122,52,1136)
kidi-line-1: ಕುರ್ಚಿ ಸಿಕ್ಕಾಗ ದೊರೆಗೆ ಕುಂತುಕೊಳ್ಳುವುದು xyxy=(52,583,185,594)
masthead-city: ಬೆಂಗಳೂರು xyxy=(146,56,184,67)
s3-place: ಬೆಂಗಳೂರು xyxy=(880,167,922,180)
section-title: ಕರ್ನಾಟಕ xyxy=(505,10,655,68)
s6-schedule-box xyxy=(698,1058,884,1292)
s10-box-by: ಡಾ.ಕೆ.ಟಿ.ವಿಜಯಕುಮಾರ್, ಜೇನು ಕೃಷಿ ವಿಭಾಗದ ವಿಜ್ಞಾನಿ, ಜಿಕೆವಿಕೆ xyxy=(716,1922,908,1944)
zodiac-sign-text: ಇಂದು ನಿಮಗೆ ಏರುಪೇರು. ಕೆಲಸದಲ್ಲಿ ಶ್ರಮ ಹೆಚ್ಚು. ಆಪ್ತರೊಂದಿಗೆ ಕಲಹ. xyxy=(159,1139,252,1180)
s7-box-title: ಆರೆಸ್ಸೆಸ್ ಕುರಿತ ಚಿತ್ರ ಅಳಿಸಿದ ಕಾರ್ಟೂನಿಸ್ಟ್ xyxy=(914,1247,1134,1266)
s1-body-a: ಪುತ್ತೂರು ಚುನಾವಣೆ ಸಮಯದಲ್ಲಿ ನೀಡಿದ ಬಹುತೇಕ ಭರವಸೆ ಈಡೇರಿಸಿ ಮಾಡಿದ್ದೇವೆ. 4 ಲಕ್ಷಕ್ಕೂ ಅಧಿಕ ಬಡವರ ಗಾತ್ರದಲ್ಲಿ 83 ಸಾವಿರ ಕೋಟಿ ರೂ.ಗಳನ್ನು ಸರ್ಕಾರದ ಪ್ರತಿ ಸ್ತರದ ಜನರಿಗೆ ಕಾರ್ಯಕ್ರಮ ಮನಸಿನಲ್ಲಿ ನೀಡಲಾಗಿದೆ. ಈ ಹಿಂದೆ ಅಧಿಕಾರದಲ್ಲಿದ್ದ ಎಚ್.ಡಿ. ಕುಮಾರಸ್ವಾಮಿ ಸೇರಿದಂತೆ ಬಿಜೆಪಿ ಅಧ್ಯಕ್ಷರು ಇಂದು ಯಾವುದೇ ಈ ಕಾರ್ಯಕ್ರಮಗಳ ಬಗ್ಗೆ ಏಕೆ ಹೇಳುತ್ತಿಲ್ಲ. xyxy=(38,143,178,291)
zodiac-symbol-icon: ☸ xyxy=(38,886,52,900)
kiru-title-a: ಕಿರು xyxy=(100,1599,135,1629)
col-rule-6 xyxy=(944,1588,945,1972)
s4-body-d: ನಗರದಲ್ಲಿ ಸುದ್ದಿಗಾರರೊಂದಿಗೆ ಮಾತನಾಡಿದ ಅವರು, ಸಿಗಂದೂರು ಸೇತುವೆ ಉದ್ಘಾಟನೆ ಬಗ್ಗೆ ಕೇಂದ್ರ ಮತ್ತು ರಾಜ್ಯ ಸರ್ಕಾರದ ನಡುವೆ ಭಿನ್ನಾಭಿಪ್ರಾಯ ಬೇಡ. ಸೇತುವೆ ಉದ್ಘಾಟನೆಗೆ ಮುಖ್ಯಮಂತ್ರಿಗಳನ್ನು ಆಹ್ವಾನಿಸಬೇಕಿತ್ತು. ಕೇಂದ್ರ ಸಚಿವರು ಪತ್ರ ಬರೆದಿದ್ದರು ಎಂದರು. xyxy=(712,601,920,674)
zodiac-sign-header xyxy=(38,768,149,782)
rahu-gulika-box xyxy=(60,1500,250,1540)
s10-box-body: ಜೇನುಗಳಿಗೆ ತೊಂದರೆಯಾಗುತ್ತಿರುವ ಸಾಲ್ ಹೈವ್ ಬೀಟಲ್ ಕೀಟಗಳನ್ನು ನಾಶಮಾಡುವುದು ಹಾಗೂ ಹರಡುವಿಕೆಯನ್ನು ತಡೆಗಟ್ಟಲು, ಜೈವಿಕ ವಿಜ್ಞಾನ ತಂಡದಿಂದ ಪ್ರಯೋಗ ನಡೆಯುತ್ತಿದೆ. ಪ್ರಸ್ತುತ ಕ್ರಮಗಳನ್ನು ಕಂಡುಹಿಡಿಯಲಾಗುತ್ತಿದೆ. xyxy=(740,1851,928,1901)
bhavishya-title: ದಿನ ಭವಿಷ್ಯ xyxy=(38,730,270,760)
masthead-date: 15 ಜುಲೈ 2025 xyxy=(54,42,124,55)
zodiac-grid xyxy=(38,768,270,1490)
masthead-rule xyxy=(30,86,1308,88)
s6-sub-a: ಇಟಿಸಿಇ ಯುಗದಲ್ಲಿ ವಿಕಸನ: xyxy=(296,1285,401,1298)
s6-night-box xyxy=(698,1300,884,1560)
zodiac-sign xyxy=(38,886,149,1004)
zodiac-sign xyxy=(38,1358,149,1476)
zodiac-sign-header xyxy=(38,1004,149,1018)
s6-bullet-3: » ಬಿಡ್ಡೀಲು ಉದ್ದೇಶಕ್ಕಾಗಿ ಕೊಲ್ಲುವುದರಿಂದಲೂ ಈ ಪ್ರಭೇದಕ್ಕೆ ಅಪಾಯ ಎದುರಾಗಿದೆ xyxy=(512,1180,677,1207)
s11-sub: ಬಿ.ವೈ. ರಾಘವೇಂದ್ರ ಪತ್ರ: ಸಿಗಂದೂರು ಸೇತುವೆ ಲೋಕಾರ್ಪಣೆ ಕಾರ್ಯಕ್ರಮಕ್ಕೆ ಮುಖ್ಯಮಂತ್ರಿ ಅವರನ್ನು ಆಹ್ವಾನಿಸಲಾಗಿತ್ತು ಎಂದು ಸಂಸದ ಬಿ.ವೈ. ರಾಘವೇಂದ್ರ ತಿಳಿಸಿದ್ದಾರೆ. xyxy=(1132,1861,1304,1919)
zodiac-sign-header xyxy=(38,1240,149,1254)
s7-box-body: ವ್ಯಂಗ್ಯಚಿತ್ರಕಾರ ಹೇಮಂತ್ ಮಾಳವೀಯ ಅವರ ನಿರೀಕ್ಷಣಾ ಜಾಮೀನು ಅರ್ಜಿ ವಿಚಾರಣೆಯ ವೇಳೆ, ಆರೆಸ್ಸೆಸ್ ಮತ್ತು ಪ್ರಧಾನಿ ಮೋದಿ ಕುರಿತು ರಚಿಸಿದ್ದ ವ್ಯಂಗ್ಯಚಿತ್ರವನ್ನು ಅಳಿಸಿ ಹಾಕಿರುವುದಾಗಿ ಅವರ ಪರ ವಕೀಲರು ಸುಪ್ರೀಂಕೋರ್ಟ್‌ಗೆ ತಿಳಿಸಿದರು. ನ್ಯಾಯಾಲಯ ಮುಂದಿನ ವಿಚಾರಣೆಯನ್ನು ಮುಂದೂಡಿದೆ. xyxy=(914,1270,1296,1314)
s2-sub: ಗಣ್ಯರಿಂದ ಸಂತಾಪ: ಬಹುಭಾಷಾ ನಟಿ ಬಿ. ಸರೋಜಾದೇವಿ ಅವರ ನಿಧನಕ್ಕೆ ರಾಜ್ಯಪಾಲ ಥಾವರ್ ಚಂದ್ ಗೆಹ್ಲೋಟ್, ಮುಖ್ಯಮಂತ್ರಿ ಸಿದ್ದರಾಮಯ್ಯ, ಡಿ.ಕೆ. ಶಿವಕುಮಾರ್ ಸೇರಿದಂತೆ ಅನೇಕ ರಾಜಕೀಯ ಮುಖಂಡರು, ಚಿತ್ರರಂಗದ ಗಣ್ಯರು ಸಂತಾಪ ವ್ಯಕ್ತಪಡಿಸಿದ್ದಾರೆ. xyxy=(606,323,864,381)
s6-bullet-2: » ಆವಾಸಸ್ಥಾನದ ಗುಣಮಟ್ಟದಲ್ಲಿನ ಬದಲಾವಣೆ ಮತ್ತು ಮಾನವ ಹಸ್ತಕ್ಷೇಪ ಈ ಪ್ರಭೇದದ ಮೇಲೆ ದುಷ್ಪರಿಣಾಮ ಬೀರುತ್ತದೆ xyxy=(512,1123,682,1172)
s5-place: ಪುತ್ತೂರು xyxy=(940,553,973,566)
s7-headline-1: ವಾಕ್ ಸ್ವಾತಂತ್ರ್ಯದ ಮೌಲ್ಯ ಅರಿತು xyxy=(906,1003,1152,1031)
s1-place: ಪುತ್ತೂರು xyxy=(38,143,71,156)
s4-quote: ಪೊಲೀಸ್ ಇಲಾಖೆಯಲ್ಲಿ ಮೂರು ಪಾಳಿಯಲ್ಲಿ ಕೆಲಸ ಮಾಡಿಸುವ ಬಗ್ಗೆ ಇನ್ನು ಮಾತುಕತೆ ನಡೆಸಲಾಗುತ್ತಿದೆ. ಎಲ್ಲಾ ಸಾಧಕ-ಬಾಧಕಗಳನ್ನು ಪರಿಶೀಲಿಸಿ ಮಾಡಿ ನಂತರ ಆ ಬಗ್ಗೆ ವಿಚಾರ ಮಾಡಲಾಗುವುದು. xyxy=(552,632,693,715)
s11-headline-2: ಆಗಿಲ್ಲ: ಸಚಿವ ಜೋಶಿ xyxy=(954,1635,1168,1670)
kidi-author: ವಾಸುದೇವರಾವ್ ಕಕ್ಕೇರಿ xyxy=(52,560,135,573)
zodiac-sign-text: ದಿನದ ಮೊದಲಾರ್ಧ ಒತ್ತಡ. ಹಿರಿಯರ ನೆರವು. ಕುಟುಂಬದಲ್ಲಿ ಸಂತಸ. xyxy=(38,1139,148,1180)
s11-photo-joshi xyxy=(956,1774,1026,1864)
kiru-hand-icon xyxy=(38,1592,90,1644)
s4-body-b: ನಗರದಲ್ಲಿ ಸುದ್ದಿಗಾರರೊಂದಿಗೆ ಮಾತನಾಡಿದ ಅವರು, ಸಿಗಂದೂರು ಸೇತುವೆ ಉದ್ಘಾಟನೆ ಬಗ್ಗೆ ಕೇಂದ್ರ ಮತ್ತು ರಾಜ್ಯ ಸರ್ಕಾರದ ನಡುವೆ ಭಿನ್ನಾಭಿಪ್ರಾಯ ಬೇಡ. ಸೇತುವೆ ಉದ್ಘಾಟನೆಗೆ ಮುಖ್ಯಮಂತ್ರಿಗಳನ್ನು ಆಹ್ವಾನಿಸಬೇಕಿತ್ತು. ಕೇಂದ್ರ ಸಚಿವರು ಪತ್ರ ಬರೆದಿದ್ದರು ಎಂದರು. xyxy=(300,791,512,864)
zodiac-symbol-icon: ☸ xyxy=(38,1358,52,1372)
masthead-day: ಮಂಗಳವಾರ xyxy=(54,26,111,42)
s11-place: ಬೆಂಗಳೂರು xyxy=(954,1685,996,1698)
s1-box-title: ದೇಶದಲ್ಲೇ ಹೊಸ ಮೈಲಿಗಲ್ಲು ಸೃಷ್ಟಿ xyxy=(370,149,559,169)
zodiac-sign-text: ಆರ್ಥಿಕ ಒತ್ತಡ. ವ್ಯವಹಾರದಲ್ಲಿ ಎಚ್ಚರ. ಮಾನಸಿಕ ನೆಮ್ಮದಿ ಹೆಚ್ಚಳ. xyxy=(159,1257,265,1298)
col-rule-left xyxy=(282,490,283,1570)
s11-sub-title: ಬಿ.ವೈ. ರಾಘವೇಂದ್ರ ಪತ್ರ: xyxy=(1132,1861,1228,1874)
s8-place: ಬೆಂಗಳೂರು xyxy=(1046,1421,1088,1434)
s3-headline-2: ನಿರ್ಮಾಣ: ದೋಷಾರೋಪ ಪಟ್ಟಿ ಸಲ್ಲಿಕೆ xyxy=(880,123,1204,153)
s4-quote-box xyxy=(518,604,704,754)
s4-photo-parameshwar xyxy=(300,686,372,782)
col-rule-3 xyxy=(928,490,929,980)
brand-tagline: ರಾಷ್ಟ್ರ ಜಾಗೃತಿಯ ದೈನಿಕ xyxy=(1220,54,1288,64)
kidi-line-3: ಕುರ್ಚಿ ಸಿಕ್ಕಿದಾಗಲೂ ತೆಗೆದಿಲ್ಲದ ಮತ್ತೆ ಕುರ್ಚಿ ಸಿಕ್ಕಿದಾಗ ಹೆಗ್ಗೆ ಕುಳಿತುಕೊಳ್ಳಲು ಸಾಧ್ಯ! xyxy=(52,613,240,638)
col-rule-5 xyxy=(286,1588,287,1972)
zodiac-sign-name: ಕನ್ಯಾ xyxy=(56,1357,76,1372)
s2-headline: ನಟಿ ಸರೋಜಾದೇವಿ ವಿಧಿವಶ xyxy=(606,91,788,115)
gulika-kala: ಗುಳಿಕಕಾಲ: 12.00-1.30 xyxy=(99,1517,211,1530)
zodiac-symbol-icon: ☸ xyxy=(159,1358,173,1372)
zodiac-sign xyxy=(159,886,270,1004)
s3-sub: ಮೂವರ ವಿರುದ್ಧ ಕೇಸ್: xyxy=(1090,167,1188,180)
s6-body-a: ಪುತ್ತೂರು 166 ವರ್ಷಗಳ ನಂತರ ಡಿಎನ್ಎ ಅಧ್ಯಯನ: ಮಲಬಾರ್ ಮುಳ್ಳು ಬಾಲದ ಮರ ಇಲಿಯ ಕುರಿತು 1859ರಲ್ಲಿ ಮೊದಲ ಬಾರಿಗೆ ವಿವರಿಸಲಾಗಿತ್ತು. ಈ ಇಲಿಗಳು ಪಶ್ಚಿಮಘಟ್ಟದ ಪ್ರದೇಶಗಳಲ್ಲಿ ಕಂಡುಬರುತ್ತವೆ. ವಿಜ್ಞಾನಿಗಳು 166 ವರ್ಷಗಳ ಬಳಿಕ ಇದರ ಡಿಎನ್ಎ ಬಾರ್‌ಕೋಡ್ ರಚನೆ ಮಾಡಿದ್ದಾರೆ. xyxy=(296,1051,496,1139)
s9-headline: ಜೇನುಕೃಷಿಗೆ ಕೀಟ ಕಂಟಕ xyxy=(298,1598,566,1638)
zodiac-symbol-icon: ☸ xyxy=(38,768,52,782)
s6-bullet-1: » ಆವಾಸಸ್ಥಾನ ನಾಶ, ಭೂ ಬಳಕೆಯಲ್ಲಿನ ಬದಲಾವಣೆಗಳು ಈ ಪ್ರಭೇದಕ್ಕೆ ಪ್ರಮುಖ ಬೆದರಿಕೆಗಳು xyxy=(512,1066,682,1115)
s4-place: ತುಮಕೂರು xyxy=(296,601,338,614)
s5-sub-body: ಪುತ್ತೂರು ಅಲ್ಲದೆ, ಕೇಂದ್ರ ಹೆದ್ದಾರಿ ಸಚಿವರು ಸಿಗಂದೂರು ಸೇತುವೆ ಉದ್ಘಾಟನೆ ಕಾರ್ಯಕ್ರಮದಲ್ಲಿ ಶಿಷ್ಟಾಚಾರ ಉಲ್ಲಂಘನೆಯಾಗಿದೆ ಎಂದು ಆರೋಪಿಸಿ ಮುಖ್ಯಮಂತ್ರಿ ಸಿದ್ದರಾಮಯ್ಯ ಪ್ರಧಾನಿ ನರೇಂದ್ರ ಮೋದಿ ಅವರಿಗೆ ಪತ್ರ ಬರೆದಿದ್ದಾರೆ. xyxy=(940,901,1300,944)
